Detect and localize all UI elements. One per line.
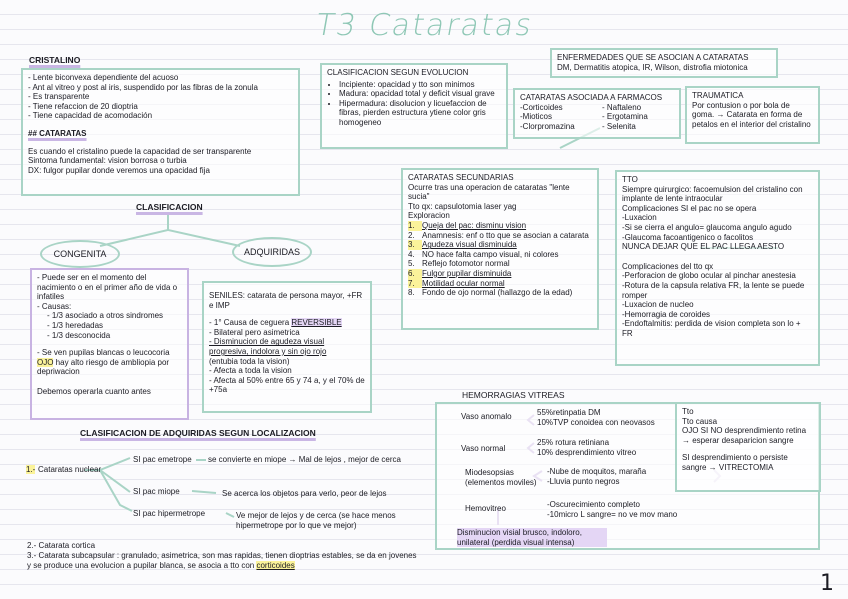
adquiridas-ellipse: [232, 237, 312, 267]
cristalino-line: - Es transparente: [28, 92, 90, 102]
farmacos-cols: [520, 103, 674, 132]
ojo-text: hay alto riesgo de ambliopia por depriwacion: [37, 357, 170, 377]
hemo-tto-line: → esperar desaparicion sangre: [682, 435, 794, 445]
cataratas-line: Sintoma fundamental: vision borrosa o turbia: [28, 156, 187, 166]
secundarias-box: [401, 168, 599, 330]
item-number: 3.: [408, 240, 422, 250]
hemo-note: Disminucion visial brusco, indoloro, unilateral (perdida visual intensa): [457, 528, 607, 547]
page-number: 1: [820, 570, 834, 596]
tto-line: Siempre quirurgico: facoemulsion del cristalino con implante de lente intraocular: [622, 184, 803, 204]
enfermedades-box: [550, 48, 778, 78]
traumatica-heading: TRAUMATICA: [692, 91, 744, 100]
tto-line: -Si se cierra el angulo= glaucoma angulo agudo: [622, 222, 792, 232]
item-text: Agudeza visual disminuida: [422, 240, 517, 250]
seniles-disminucion: - Disminucion de agudeza visual progresiva, indolora y sin ojo rojo: [209, 337, 327, 356]
hemorragias-tto-box: [675, 402, 821, 492]
secundaria-item: [408, 231, 592, 241]
farmaco-item: - Ergotamina: [602, 112, 648, 122]
ojo-highlight: OJO: [37, 357, 54, 367]
seniles-disminucion-sub: (entubia toda la vision): [209, 356, 290, 366]
hemo-line: -10micro L sangre= no ve mov mano: [547, 509, 678, 519]
congenita-line: - Causas:: [37, 301, 72, 311]
farmacos-box: [513, 88, 681, 139]
cristalino-line: - Tiene capacidad de acomodación: [28, 111, 153, 121]
hemo-label: Hemovitreo: [465, 504, 506, 513]
evolucion-item: • Hipermadura: disolucion y licuefaccion de fibras, pierden estructura ytiene color gris homogeneo: [339, 99, 501, 128]
branch-hipermetrope-label: SI pac hipermetrope: [133, 509, 206, 518]
evolucion-item: • Incipiente: opacidad y tto son minimos: [339, 80, 501, 90]
seniles-box: [202, 281, 372, 413]
subcapsular-text: [27, 551, 422, 570]
tto-comp-line: -Hemorragia de coroides: [622, 309, 711, 319]
nuclear-label: [26, 465, 35, 475]
item-text: Fulgor pupilar disminuida: [422, 268, 512, 278]
farmaco-item: -Clorpromazina: [520, 121, 575, 131]
item-text: Reflejo fotomotor normal: [422, 259, 510, 269]
farmacos-col2: [602, 103, 648, 132]
tto-comp-heading: Complicaciones del tto qx: [622, 261, 714, 271]
tto-comp-line: -Luxacion de nucleo: [622, 300, 694, 310]
secundarias-exploracion: Exploracion: [408, 211, 450, 221]
normal-line: 25% rotura retiniana: [537, 438, 610, 447]
evolucion-box: [320, 63, 508, 149]
secundarias-heading: CATARATAS SECUNDARIAS: [408, 173, 514, 182]
congenita-ojo-line: [37, 358, 182, 377]
item-number: 8.: [408, 288, 415, 298]
item-text: Queja del pac: disminu vision: [422, 220, 527, 230]
miodeso-line: -Nube de moquitos, maraña: [547, 467, 647, 476]
arrow-miope: [192, 491, 216, 493]
evolucion-item: • Madura: opacidad total y deficit visual grave: [339, 89, 501, 99]
congenita-ellipse: [40, 240, 120, 268]
secundaria-item: [408, 269, 592, 279]
secundaria-item: [408, 221, 592, 231]
clasificacion-heading: CLASIFICACION: [136, 202, 203, 212]
traumatica-box: [685, 86, 820, 144]
evolucion-list: [327, 80, 501, 128]
congenita-box: [30, 268, 189, 420]
seniles-causa: [209, 318, 365, 328]
cataratas-line: Es cuando el cristalino puede la capacidad de ser transparente: [28, 146, 252, 156]
branch-miope: [100, 470, 130, 492]
item-text: Anamnesis: enf o tto que se asocian a catarata: [422, 230, 589, 240]
congenita-line: - Puede ser en el momento del nacimiento o en el primer año de vida o infatiles: [37, 273, 178, 302]
hemo-line: -Oscurecimiento completo: [547, 500, 640, 509]
congenita-label: CONGENITA: [53, 248, 107, 259]
secundarias-intro: Ocurre tras una operacion de cataratas "lente sucia": [408, 182, 570, 202]
item-text: Fondo de ojo normal (hallazgo de la edad): [422, 288, 573, 298]
item-number: 7.: [408, 279, 422, 289]
cristalino-line: - Tiene refaccion de 20 dioptria: [28, 101, 138, 111]
farmaco-item: - Naftaleno: [602, 102, 642, 112]
branch-emetrope-text: se convierte en miope → Mal de lejos , mejor de cerca: [208, 455, 401, 464]
item-text: Motilidad ocular normal: [422, 278, 505, 288]
seniles-bilateral: - Bilateral pero asimetrica: [209, 327, 300, 337]
cristalino-line: - Lente biconvexa dependiente del acuoso: [28, 73, 179, 82]
normal-line: 10% desprendimiento vitreo: [537, 447, 637, 457]
cristalino-heading: CRISTALINO: [29, 55, 81, 65]
farmaco-item: - Selenita: [602, 121, 636, 131]
anomalo-label: Vaso anomalo: [461, 412, 512, 421]
tto-comp-line: -Perforacion de globo ocular al pinchar anestesia: [622, 271, 796, 281]
seniles-intro: SENILES: catarata de persona mayor, +FR e IMP: [209, 291, 363, 310]
tto-comp-line: -Endoftalmitis: perdida de vision completa son lo + FR: [622, 319, 801, 338]
item-number: 5.: [408, 259, 415, 269]
miodeso-label: Miodesopsias (elementos moviles): [465, 468, 537, 487]
hemo-tto-line: OJO SI NO desprendimiento retina: [682, 426, 807, 436]
enfermedades-text: DM, Dermatitis atopica, IR, Wilson, distrofia miotonica: [557, 62, 748, 72]
secundaria-item: [408, 240, 592, 250]
normal-lines: [537, 438, 636, 457]
anomalo-lines: [537, 408, 655, 427]
cataratas-heading: ## CATARATAS: [28, 128, 87, 138]
tto-comp-line: -Rotura de la capsula relativa FR, la lente se puede romper: [622, 280, 805, 300]
branch-hipermetrope-text: Ve mejor de lejos y de cerca (se hace menos hipermetrope por lo que ve mejor): [236, 511, 396, 530]
nuclear-text: Cataratas nuclear: [38, 465, 102, 474]
farmaco-item: -Mioticos: [520, 112, 553, 122]
branch-miope-text: Se acerca los objetos para verlo, peor de lejos: [222, 489, 387, 498]
hemo-tto-line: Tto: [682, 407, 694, 416]
enfermedades-heading: ENFERMEDADES QUE SE ASOCIAN A CATARATAS: [557, 53, 749, 62]
seniles-afecta: - Afecta a toda la vision: [209, 366, 292, 376]
tto-box: [615, 170, 820, 366]
tto-line: Complicaciones SI el pac no se opera: [622, 203, 757, 213]
evolucion-heading: CLASIFICACION SEGUN EVOLUCION: [327, 68, 469, 77]
hemo-lines: [547, 500, 677, 519]
miodeso-lines: [547, 467, 646, 486]
secundaria-item: [408, 250, 592, 260]
hemo-tto-line: Tto causa: [682, 416, 718, 426]
line-to-adquiridas: [168, 215, 240, 246]
hemorragias-heading: HEMORRAGIAS VITREAS: [462, 390, 565, 400]
tto-line: -Glaucoma facoantigenico o facolitos: [622, 232, 754, 242]
cristalino-lines: [28, 73, 293, 121]
item-text: NO hace falta campo visual, ni colores: [422, 249, 559, 259]
adquiridas-label: ADQUIRIDAS: [243, 246, 300, 257]
normal-label: Vaso normal: [461, 444, 506, 453]
cataratas-lines: [28, 147, 293, 176]
congenita-line: - 1/3 desconocida: [47, 330, 111, 340]
item-number: 6.: [408, 269, 422, 279]
hemo-tto-line: SI desprendimiento o persiste sangre → VITRECTOMIA: [682, 453, 788, 472]
farmacos-col1: [520, 103, 592, 132]
congenita-line: - Se ven pupilas blancas o leucocoria: [37, 348, 170, 358]
anomalo-line: 10%TVP conoidea con neovasos: [537, 417, 655, 427]
congenita-line: - 1/3 asociado a otros sindromes: [47, 311, 164, 321]
tto-line: -Luxacion: [622, 213, 657, 223]
item-number: 2.: [408, 230, 415, 240]
item-number: 4.: [408, 249, 415, 259]
anomalo-line: 55%retinpatia DM: [537, 408, 601, 417]
seniles-afecta: - Afecta al 50% entre 65 y 74 a, y el 70% de +75a: [209, 375, 365, 395]
cortica-text: 2.- Catarata cortica: [27, 541, 96, 550]
farmacos-heading: CATARATAS ASOCIADA A FARMACOS: [520, 93, 663, 102]
farmaco-item: -Corticoides: [520, 102, 563, 112]
branch-miope-label: SI pac miope: [133, 487, 180, 496]
localizacion-heading: CLASIFICACION DE ADQUIRIDAS SEGUN LOCALIZACION: [80, 428, 316, 438]
reversible-highlight: REVERSIBLE: [291, 318, 342, 328]
secundaria-item: [408, 288, 592, 298]
page-title: T3 Cataratas: [312, 8, 536, 43]
cataratas-line: DX: fulgor pupilar donde veremos una opacidad fija: [28, 165, 210, 175]
congenita-line: - 1/3 heredadas: [47, 320, 104, 330]
item-number: 1.: [408, 221, 422, 231]
secundaria-item: [408, 259, 592, 269]
congenita-operar: Debemos operarla cuanto antes: [37, 386, 151, 396]
line-to-congenita: [100, 215, 168, 246]
miodeso-line: -Lluvia punto negros: [547, 476, 620, 486]
secundaria-item: [408, 279, 592, 289]
seniles-causa-a: - 1° Causa de ceguera: [209, 318, 292, 328]
arrow-hipermetrope: [226, 513, 234, 517]
hemorragias-box: [435, 402, 820, 550]
secundarias-list: [408, 221, 592, 298]
branch-emetrope-label: SI pac emetrope: [133, 455, 192, 464]
secundarias-intro: Tto qx: capsulotomia laser yag: [408, 201, 517, 211]
tto-heading: TTO: [622, 175, 638, 184]
cristalino-box: [21, 68, 300, 196]
tto-nunca: NUNCA DEJAR QUE EL PAC LLEGA AESTO: [622, 242, 785, 252]
corticoides-highlight: corticoides: [256, 560, 295, 570]
subcapsular-a: 3.- Catarata subcapsular : granulado, asimetrica, son mas rapidas, tienen dioptrias estables, se da en jovenes y se produce una evolucion a pupilar blanca, se asocia a tto con: [27, 551, 417, 570]
nuclear-number: 1.-: [26, 465, 36, 474]
cristalino-line: - Ant al vitreo y post al iris, suspendido por las fibras de la zonula: [28, 82, 258, 92]
traumatica-text: Por contusion o por bola de goma. → Catarata en forma de petalos en el interior del cristalino: [692, 100, 811, 129]
